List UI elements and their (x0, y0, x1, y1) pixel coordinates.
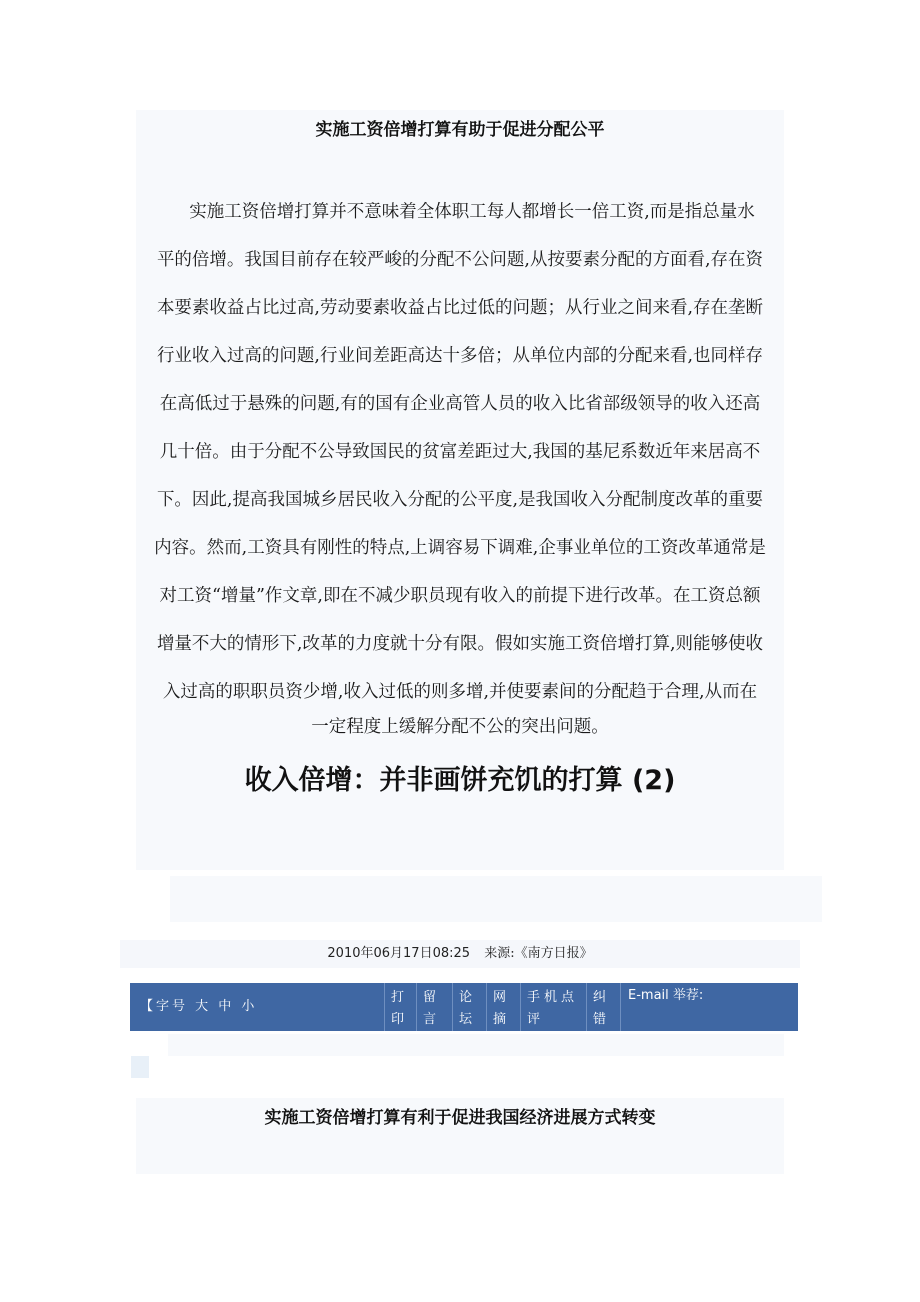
web-digest-label-bottom: 摘 (493, 1012, 511, 1027)
paragraph-line: 实施工资倍增打算并不意味着全体职工每人都增长一倍工资,而是指总量水 (189, 202, 755, 222)
paragraph-line: 行业收入过高的问题,行业间差距高达十多倍；从单位内部的分配来看,也同样存 (156, 346, 764, 366)
publish-datetime: 2010年06月17日08:25 (327, 946, 471, 961)
paragraph-line: 几十倍。由于分配不公导致国民的贫富差距过大,我国的基尼系数近年来居高不 (159, 442, 761, 462)
paragraph-line: 入过高的职职员资少增,收入过低的则多增,并使要素间的分配趋于合理,从而在 (162, 682, 758, 702)
comment-label-bottom: 言 (423, 1012, 441, 1027)
blank-panel (170, 876, 822, 922)
article-toolbar (130, 983, 798, 1031)
print-button[interactable] (384, 983, 414, 1031)
email-divider (620, 983, 621, 1031)
email-recommend-link[interactable]: E-mail 举荐: (628, 988, 704, 1003)
small-square (131, 1056, 149, 1078)
web-digest-button[interactable] (486, 983, 518, 1031)
paragraph-line: 在高低过于悬殊的问题,有的国有企业高管人员的收入比省部级领导的收入还高 (159, 394, 761, 414)
headline: 收入倍增：并非画饼充饥的打算 (2) (244, 765, 676, 796)
correction-button[interactable] (586, 983, 620, 1031)
paragraph-line: 对工资“增量”作文章,即在不减少职员现有收入的前提下进行改革。在工资总额 (159, 586, 761, 606)
source-label: 来源:《南方日报》 (484, 946, 593, 961)
forum-label-bottom: 坛 (459, 1012, 477, 1027)
paragraph-line: 一定程度上缓解分配不公的突出问题。 (311, 717, 609, 737)
forum-label-top: 论 (459, 990, 477, 1005)
paragraph-line: 内容。然而,工资具有刚性的特点,上调容易下调难,企事业单位的工资改革通常是 (154, 538, 766, 558)
comment-button[interactable] (416, 983, 452, 1031)
mobile-comment-label-top: 手机点 (527, 990, 579, 1005)
dateline (120, 940, 800, 968)
paragraph-line: 本要素收益占比过高,劳动要素收益占比过低的问题；从行业之间来看,存在垄断 (156, 298, 764, 318)
blank-strip (168, 1034, 784, 1056)
paragraph-line: 平的倍增。我国目前存在较严峻的分配不公问题,从按要素分配的方面看,存在资 (156, 250, 764, 270)
correction-label-bottom: 错 (593, 1012, 611, 1027)
mobile-comment-label-bottom: 评 (527, 1012, 545, 1027)
print-label-bottom: 印 (391, 1012, 409, 1027)
comment-label-top: 留 (423, 990, 441, 1005)
section-title-2: 实施工资倍增打算有利于促进我国经济进展方式转变 (264, 1108, 656, 1128)
print-label-top: 打 (391, 990, 409, 1005)
forum-button[interactable] (452, 983, 486, 1031)
section-title: 实施工资倍增打算有助于促进分配公平 (315, 120, 605, 140)
correction-label-top: 纠 (593, 990, 611, 1005)
font-size-selector[interactable]: 【字号 大 中 小 (140, 999, 258, 1014)
paragraph-line: 下。因此,提高我国城乡居民收入分配的公平度,是我国收入分配制度改革的重要 (156, 490, 764, 510)
paragraph-line: 增量不大的情形下,改革的力度就十分有限。假如实施工资倍增打算,则能够使收 (156, 634, 764, 654)
web-digest-label-top: 网 (493, 990, 511, 1005)
mobile-comment-button[interactable] (520, 983, 586, 1031)
